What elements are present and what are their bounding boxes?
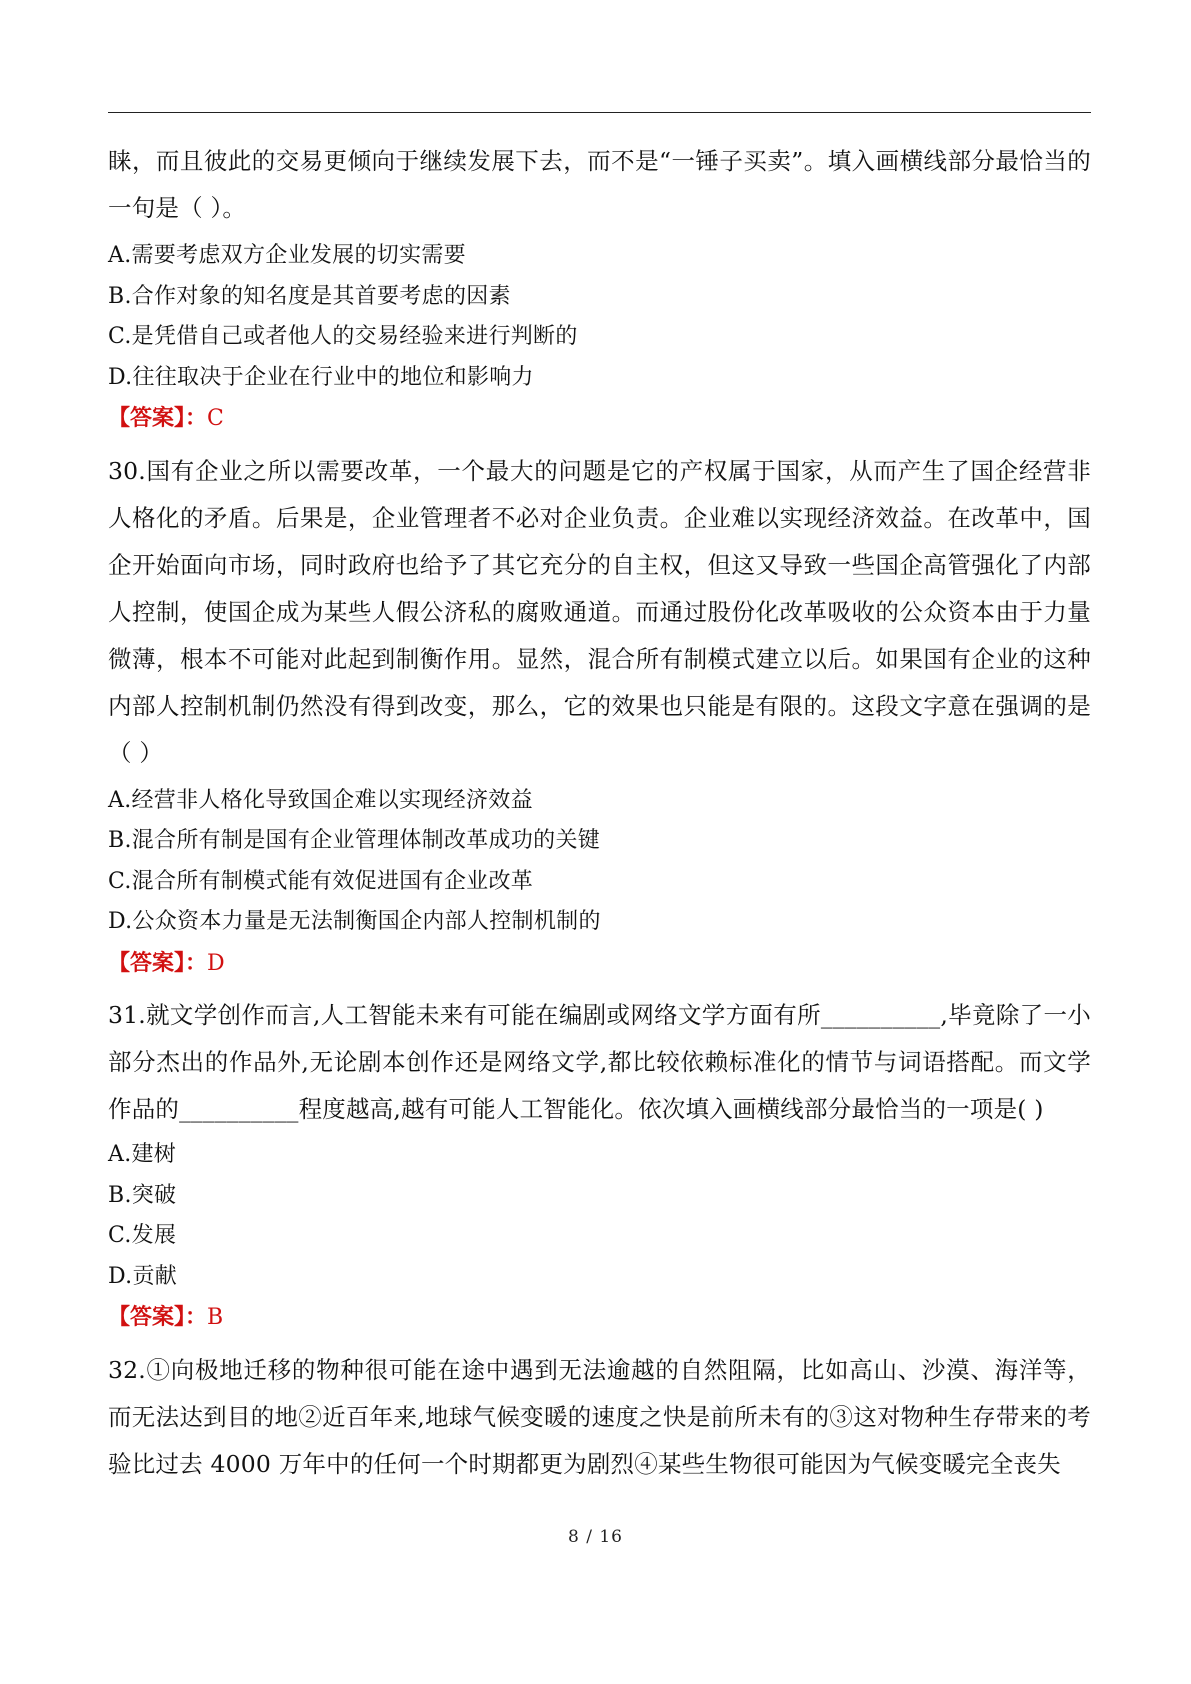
answer-label: 【答案】： [108,405,208,431]
answer-value: C [207,406,224,431]
question-30 [108,448,1091,985]
option-c: C.发展 [108,1223,177,1248]
option-a: A.建树 [108,1142,177,1167]
question-text: 32.①向极地迁移的物种很可能在途中遇到无法逾越的自然阻隔，比如高山、沙漠、海洋等，而无法达到目的地②近百年来,地球气候变暖的速度之快是前所未有的③这对物种生存带来的考验比过去 4000 万年中的任何一个时期都更为剧烈④某些生物很可能因为气候变暖完全丧失 [108,1355,1091,1478]
option-c: C.是凭借自己或者他人的交易经验来进行判断的 [108,324,578,349]
option-a: A.需要考虑双方企业发展的切实需要 [108,243,466,268]
answer-label: 【答案】： [108,949,208,976]
option-d: D.贡献 [108,1263,178,1289]
question-text: 30.国有企业之所以需要改革，一个最大的问题是它的产权属于国家，从而产生了国企经营非人格化的矛盾。后果是，企业管理者不必对企业负责。企业难以实现经济效益。在改革中，国企开始面向市场，同时政府也给予了其它充分的自主权，但这又导致一些国企高管强化了内部人控制，使国企成为某些人假公济私的腐败通道。而通过股份化改革吸收的公众资本由于力量微薄，根本不可能对此起到制衡作用。显然，混合所有制模式建立以后。如果国有企业的这种内部人控制机制仍然没有得到改变，那么，它的效果也只能是有限的。这段文字意在强调的是（ ） [108,456,1091,767]
answer-label: 【答案】： [108,1304,208,1330]
question-32 [108,1347,1091,1488]
option-b: B.合作对象的知名度是其首要考虑的因素 [108,283,511,309]
answer-line [108,398,1091,440]
question-29-continuation [108,138,1091,440]
answer-value: D [207,950,225,976]
page-number: 8 / 16 [568,1527,623,1547]
answer-line [108,943,1091,985]
header-rule [108,112,1091,113]
option-d: D.公众资本力量是无法制衡国企内部人控制机制的 [108,909,601,934]
option-b: B.突破 [108,1182,177,1208]
question-31 [108,992,1091,1339]
question-text: 睐，而且彼此的交易更倾向于继续发展下去，而不是“一锤子买卖”。填入画横线部分最恰当的一句是（ ）。 [108,147,1091,222]
answer-line [108,1297,1091,1339]
question-text: 31.就文学创作而言,人工智能未来有可能在编剧或网络文学方面有所__________,毕竟除了一小部分杰出的作品外,无论剧本创作还是网络文学,都比较依赖标准化的情节与词语搭配。而文学作品的__________程度越高,越有可能人工智能化。依次填入画横线部分最恰当的一项是( ) [108,1001,1091,1123]
option-a: A.经营非人格化导致国企难以实现经济效益 [108,787,533,813]
option-d: D.往往取决于企业在行业中的地位和影响力 [108,364,534,390]
document-body [108,138,1091,1488]
answer-value: B [207,1305,224,1330]
option-b: B.混合所有制是国有企业管理体制改革成功的关键 [108,828,601,853]
option-c: C.混合所有制模式能有效促进国有企业改革 [108,868,534,894]
